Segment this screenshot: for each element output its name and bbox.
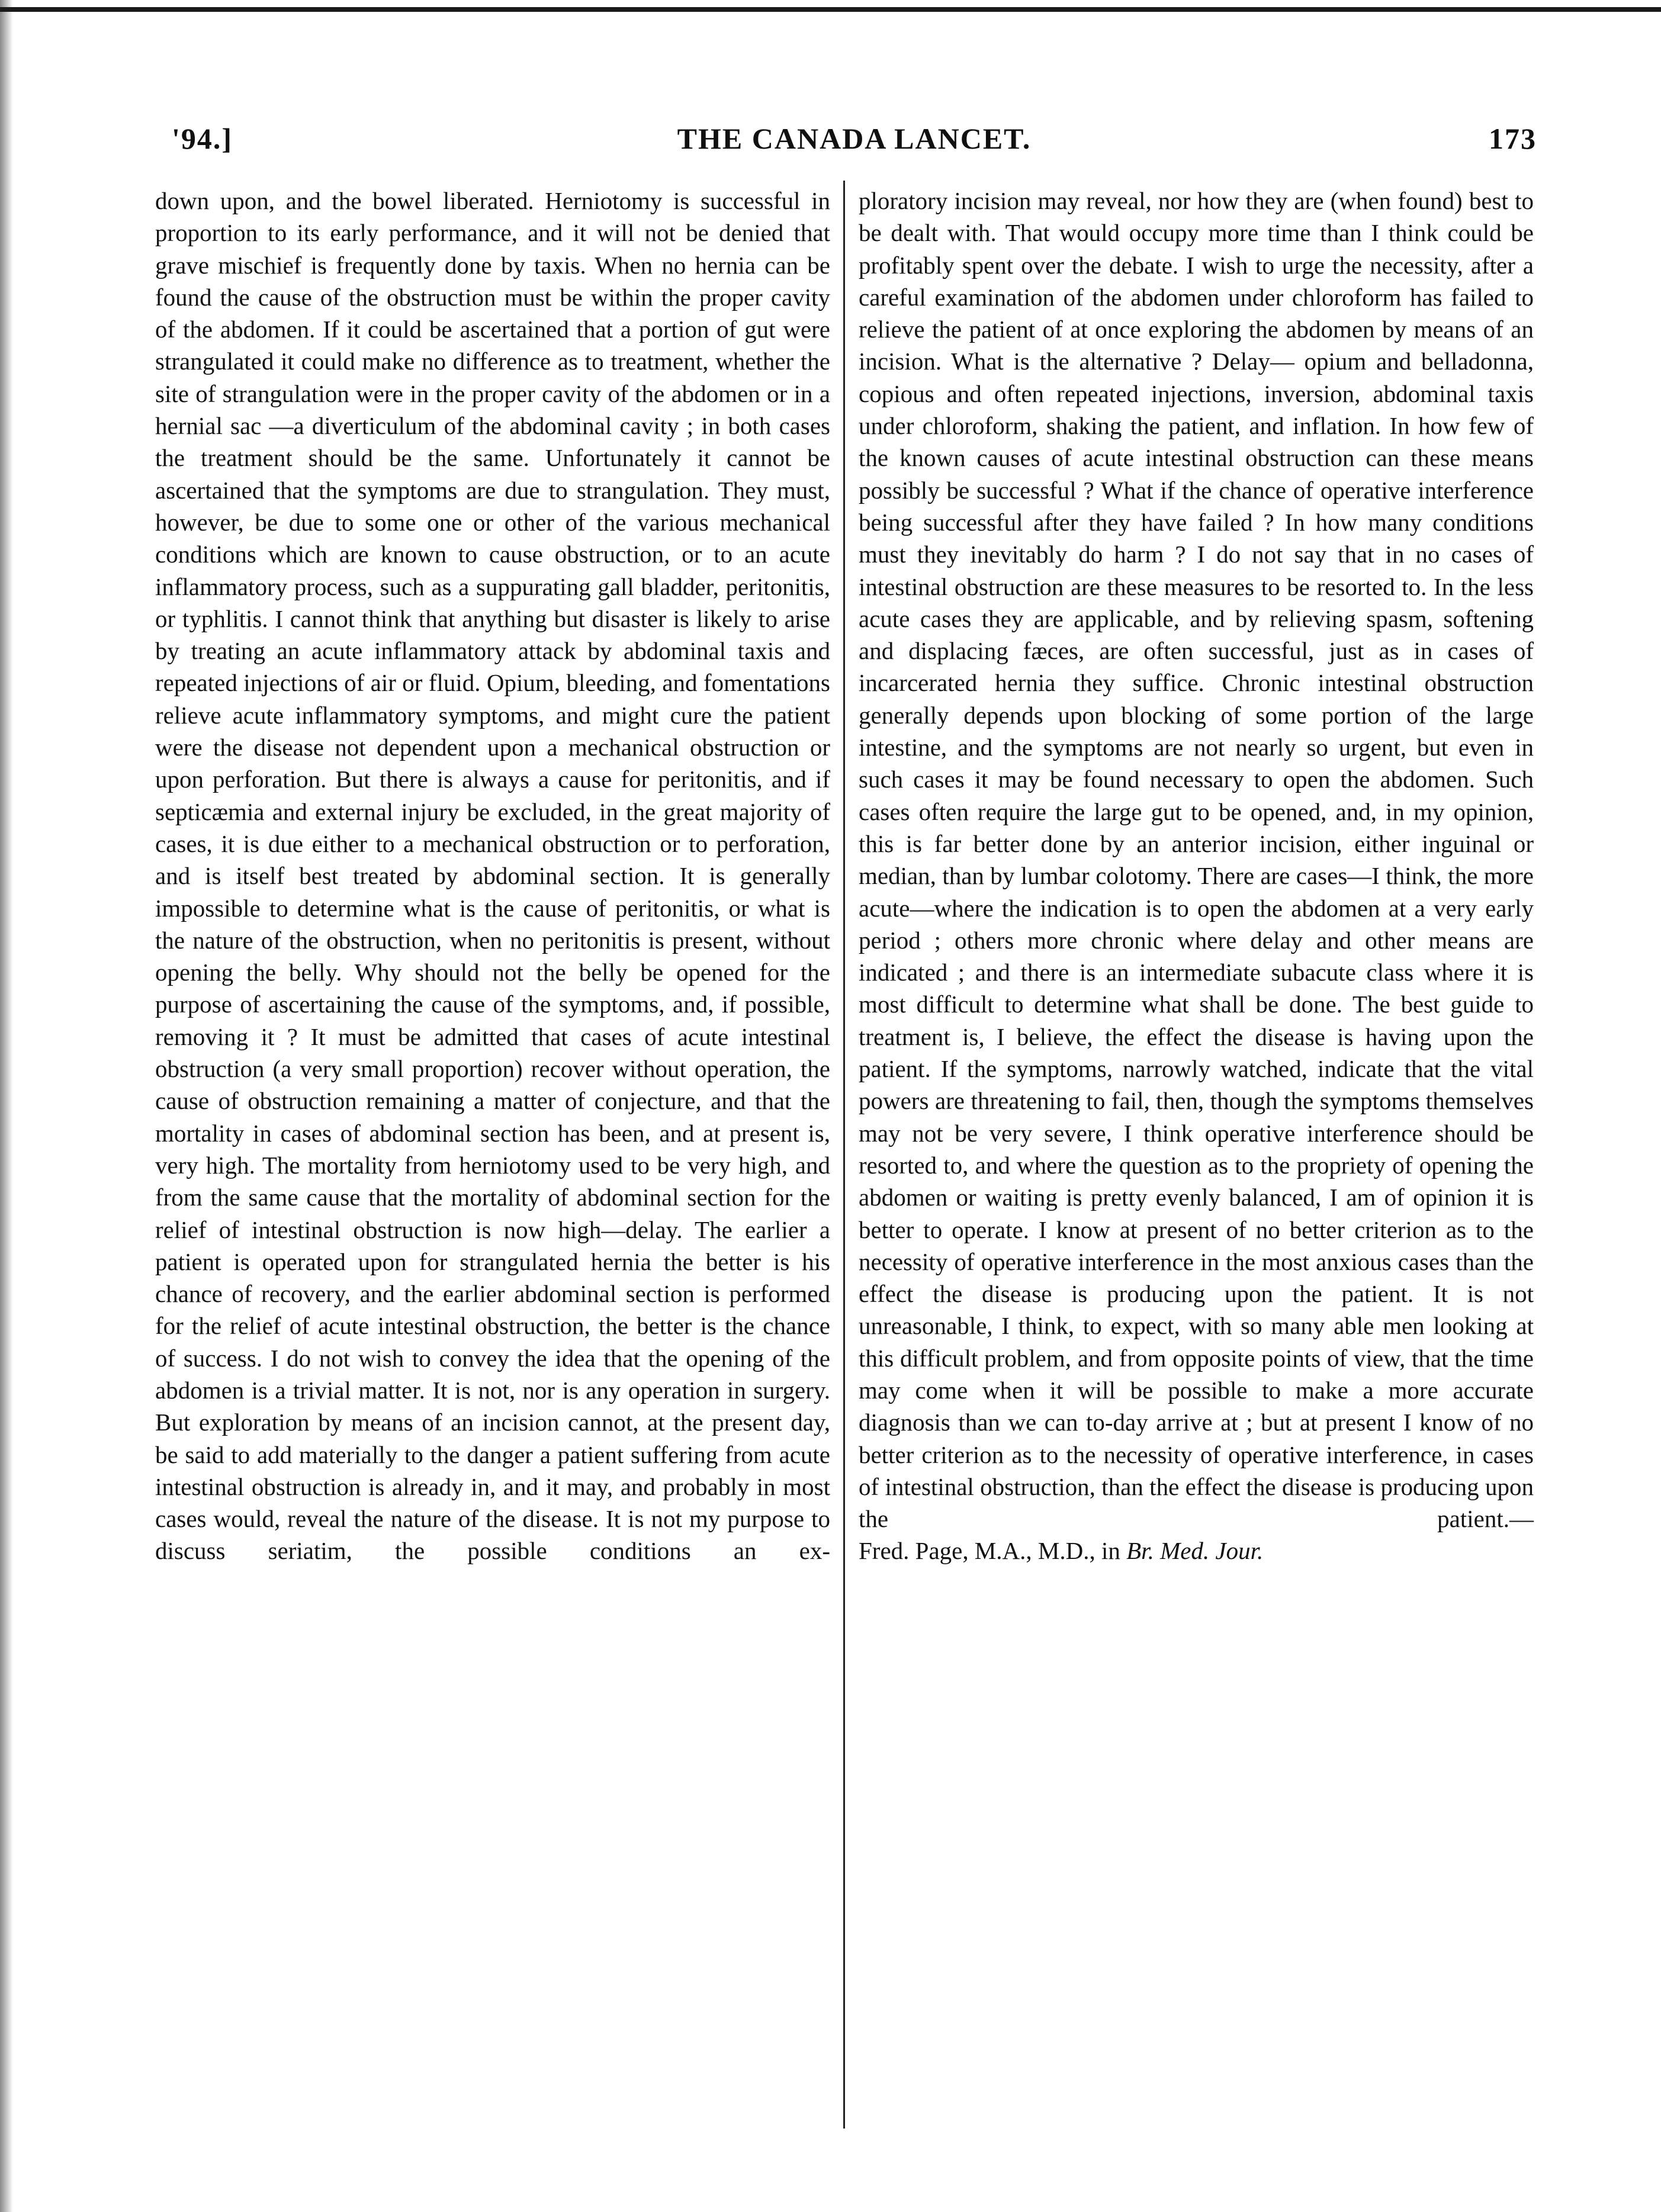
column-left-text: down upon, and the bowel liberated. Herniotomy is successful in proportion to its early performance, and it will not be denied that grave mischief is frequently done by taxis. When no hernia can be found the cause of the obstruction must be within the proper cavity of the abdomen. If it could be ascertained that a portion of gut were strangulated it could make no difference as to treatment, whether the site of strangulation were in the proper cavity of the abdomen or in a hernial sac —a diverticulum of the abdominal cavity ; in both cases the treatment should be the same. Unfortunately it cannot be ascertained that the symptoms are due to strangulation. They must, however, be due to some one or other of the various mechanical conditions which are known to cause obstruction, or to an acute inflammatory process, such as a suppurating gall bladder, peritonitis, or typhlitis. I cannot think that anything but disaster is likely to arise by treating an acute inflammatory attack by abdominal taxis and repeated injections of air or fluid. Opium, bleeding, and fomentations relieve acute inflammatory symptoms, and might cure the patient were the disease not dependent upon a mechanical obstruction or upon perforation. But there is always a cause for peritonitis, and if septicæmia and external injury be excluded, in the great majority of cases, it is due either to a mechanical obstruction or to perforation, and is itself best treated by abdominal section. It is generally impossible to determine what is the cause of peritonitis, or what is the nature of the obstruction, when no peritonitis is present, without opening the belly. Why should not the belly be opened for the purpose of ascertaining the cause of the symptoms, and, if possible, removing it ? It must be admitted that cases of acute intestinal obstruction (a very small proportion) recover without operation, the cause of obstruction remaining a matter of conjecture, and that the mortality in cases of abdominal section has been, and at present is, very high. The mortality from herniotomy used to be very high, and from the same cause that the mortality of abdominal section for the relief of intestinal obstruction is now high—delay. The earlier a patient is operated upon for strangulated hernia the better is his chance of recovery, and the earlier abdominal section is performed for the relief of acute intestinal obstruction, the better is the chance of success. I do not wish to convey the idea that the opening of the abdomen is a trivial matter. It is not, nor is any operation in surgery. But exploration by means of an incision cannot, at the present day, be said to add materially to the danger a patient suffering from acute intestinal obstruction is already in, and it may, and probably in most cases would, reveal the nature of the disease. It is not my purpose to discuss seriatim, the possible conditions an ex- bbox=[155, 187, 830, 1565]
top-rule bbox=[0, 7, 1661, 12]
column-right-text: ploratory incision may reveal, nor how they are (when found) best to be dealt with. That would occupy more time than I think could be profitably spent over the debate. I wish to urge the necessity, after a careful examination of the abdomen under chloroform has failed to relieve the patient of at once exploring the abdomen by means of an incision. What is the alternative ? Delay— opium and belladonna, copious and often repeated injections, inversion, abdominal taxis under chloroform, shaking the patient, and inflation. In how few of the known causes of acute intestinal obstruction can these means possibly be successful ? What if the chance of operative interference being successful after they have failed ? In how many conditions must they inevitably do harm ? I do not say that in no cases of intestinal obstruction are these measures to be resorted to. In the less acute cases they are applicable, and by relieving spasm, softening and displacing fæces, are often successful, just as in cases of incarcerated hernia they suffice. Chronic intestinal obstruction generally depends upon blocking of some portion of the large intestine, and the symptoms are not nearly so urgent, but even in such cases it may be found necessary to open the abdomen. Such cases often require the large gut to be opened, and, in my opinion, this is far better done by an anterior incision, either inguinal or median, than by lumbar colotomy. There are cases—I think, the more acute—where the indication is to open the abdomen at a very early period ; others more chronic where delay and other means are indicated ; and there is an intermediate subacute class where it is most difficult to determine what shall be done. The best guide to treatment is, I believe, the effect the disease is having upon the patient. If the symptoms, narrowly watched, indicate that the vital powers are threatening to fail, then, though the symptoms themselves may not be very severe, I think operative interference should be resorted to, and where the question as to the propriety of opening the abdomen or waiting is pretty evenly balanced, I am of opinion it is better to operate. I know at present of no better criterion as to the necessity of operative interference in the most anxious cases than the effect the disease is producing upon the patient. It is not unreasonable, I think, to expect, with so many able men looking at this difficult problem, and from opposite points of view, that the time may come when it will be possible to make a more accurate diagnosis than we can to-day arrive at ; but at present I know of no better criterion as to the necessity of operative interference, in cases of intestinal obstruction, than the effect the disease is producing upon the patient.— bbox=[859, 187, 1534, 1533]
column-right bbox=[859, 185, 1534, 1567]
running-header bbox=[172, 121, 1537, 163]
page-edge-shadow bbox=[0, 0, 13, 2212]
column-left bbox=[155, 185, 830, 1567]
header-year: '94.] bbox=[172, 122, 233, 155]
column-divider bbox=[843, 181, 845, 2129]
signature-author: Fred. Page, M.A., M.D., in bbox=[859, 1537, 1120, 1565]
journal-title: THE CANADA LANCET. bbox=[677, 122, 1032, 155]
signature-source: Br. Med. Jour. bbox=[1126, 1537, 1264, 1565]
signature-line bbox=[859, 1535, 1534, 1567]
page-number: 173 bbox=[1489, 122, 1537, 155]
